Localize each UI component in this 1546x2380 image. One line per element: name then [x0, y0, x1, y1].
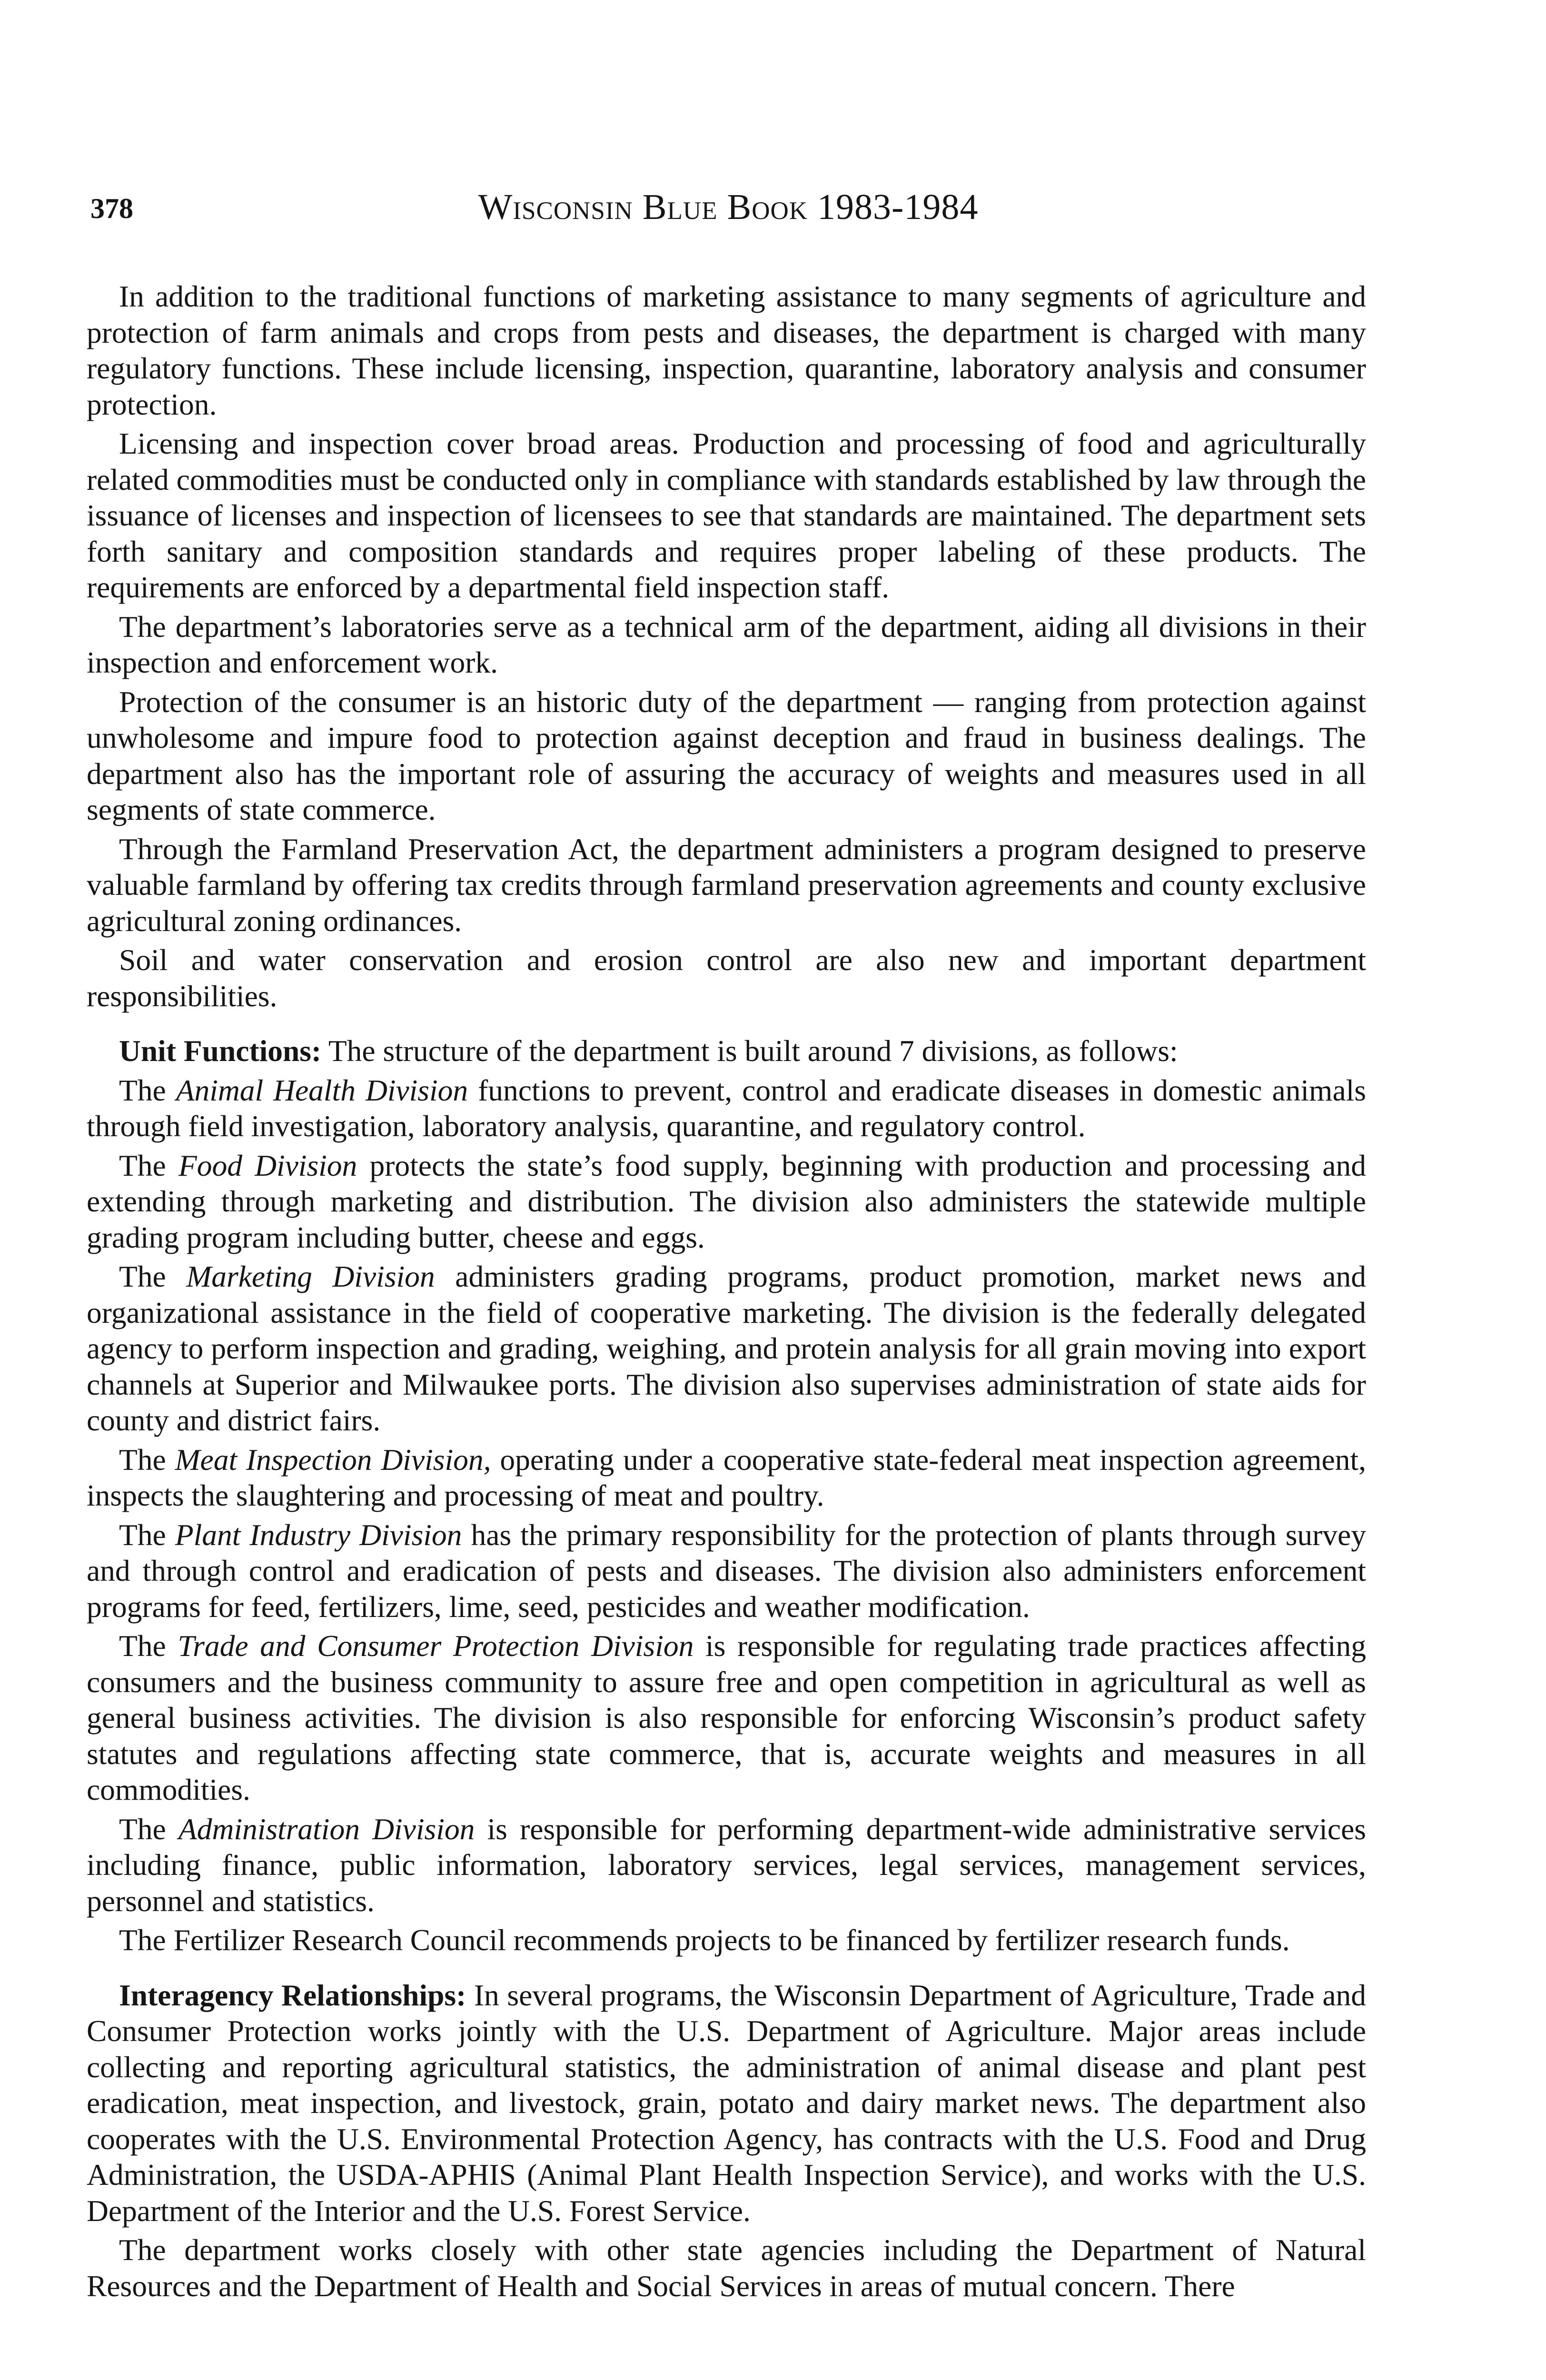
paragraph-farmland-preservation: Through the Farmland Preservation Act, the department administers a program designed to preserve valuable farmland by offering tax credits through farmland preservation agreements and county exclusive agricultural zoning ordinances. [87, 832, 1366, 938]
section-heading-unit-functions: Unit Functions: [119, 1034, 322, 1068]
paragraph-animal-health: The Animal Health Division functions to prevent, control and eradicate diseases in domestic animals through field investigation, laboratory analysis, quarantine, and regulatory control. [87, 1073, 1366, 1143]
paragraph-soil-water: Soil and water conservation and erosion control are also new and important department responsibilities. [87, 943, 1366, 1013]
paragraph-consumer-protection: Protection of the consumer is an historic duty of the department — ranging from protection against unwholesome and impure food to protection against deception and fraud in business dealings. The department also has the important role of assuring the accuracy of weights and measures used in all segments of state commerce. [87, 684, 1366, 826]
body-text [87, 278, 1366, 2307]
paragraph-meat-inspection: The Meat Inspection Division, operating under a cooperative state-federal meat inspection agreement, inspects the slaughtering and processing of meat and poultry. [87, 1442, 1366, 1512]
page-number: 378 [90, 193, 133, 224]
paragraph-administration: The Administration Division is responsible for performing department-wide administrative services including finance, public information, laboratory services, legal services, management services, personnel and statistics. [87, 1812, 1366, 1918]
paragraph-plant-industry: The Plant Industry Division has the primary responsibility for the protection of plants through survey and through control and eradication of pests and diseases. The division also administers enforcement programs for feed, fertilizers, lime, seed, pesticides and weather modification. [87, 1517, 1366, 1624]
paragraph-intro: In addition to the traditional functions of marketing assistance to many segments of agriculture and protection of farm animals and crops from pests and diseases, the department is charged with many regulatory functions. These include licensing, inspection, quarantine, laboratory analysis and consumer protection. [87, 279, 1366, 421]
division-name: Plant Industry Division [175, 1517, 462, 1552]
book-title: Wisconsin Blue Book 1983-1984 [478, 187, 979, 227]
division-name: Trade and Consumer Protection Division [178, 1629, 694, 1663]
paragraph-marketing: The Marketing Division administers grading programs, product promotion, market news and organizational assistance in the field of cooperative marketing. The division is the federally delegated agency to perform inspection and grading, weighing, and protein analysis for all grain moving into export channels at Superior and Milwaukee ports. The division also supervises administration of state aids for county and district fairs. [87, 1259, 1367, 1437]
paragraph-food: The Food Division protects the state’s food supply, beginning with production and processing and extending through marketing and distribution. The division also administers the statewide multiple grading program including butter, cheese and eggs. [87, 1148, 1366, 1254]
paragraph-licensing: Licensing and inspection cover broad areas. Production and processing of food and agriculturally related commodities must be conducted only in compliance with standards established by law through the issuance of licenses and inspection of licensees to see that standards are maintained. The department sets forth sanitary and composition standards and requires proper labeling of these products. The requirements are enforced by a departmental field inspection staff. [87, 426, 1366, 604]
paragraph-trade-consumer: The Trade and Consumer Protection Division is responsible for regulating trade practices affecting consumers and the business community to assure free and open competition in agricultural as well as general business activities. The division is also responsible for enforcing Wisconsin’s product safety statutes and regulations affecting state commerce, that is, accurate weights and measures in all commodities. [87, 1629, 1366, 1806]
paragraph-fertilizer-council: The Fertilizer Research Council recommends projects to be financed by fertilizer research funds. [119, 1923, 1290, 1957]
division-name: Administration Division [178, 1812, 475, 1846]
running-head [90, 187, 1366, 239]
paragraph-unit-functions: Unit Functions: The structure of the department is built around 7 divisions, as follows: [119, 1034, 1178, 1068]
paragraph-state-agencies: The department works closely with other state agencies including the Department of Natural Resources and the Department of Health and Social Services in areas of mutual concern. There [87, 2233, 1366, 2303]
division-name: Meat Inspection Division, [175, 1442, 491, 1477]
division-name: Food Division [178, 1148, 357, 1182]
paragraph-interagency: Interagency Relationships: In several programs, the Wisconsin Department of Agriculture, Trade and Consumer Protection works jointly with the U.S. Department of Agriculture. Major areas include collecting and reporting agricultural statistics, the administration of animal disease and plant pest eradication, meat inspection, and livestock, grain, potato and dairy market news. The department also cooperates with the U.S. Environmental Protection Agency, has contracts with the U.S. Food and Drug Administration, the USDA-APHIS (Animal Plant Health Inspection Service), and works with the U.S. Department of the Interior and the U.S. Forest Service. [87, 1978, 1367, 2228]
paragraph-laboratories: The department’s laboratories serve as a technical arm of the department, aiding all divisions in their inspection and enforcement work. [87, 609, 1366, 679]
section-heading-interagency: Interagency Relationships: [119, 1978, 466, 2012]
division-name: Marketing Division [186, 1259, 435, 1293]
division-name: Animal Health Division [176, 1073, 468, 1107]
